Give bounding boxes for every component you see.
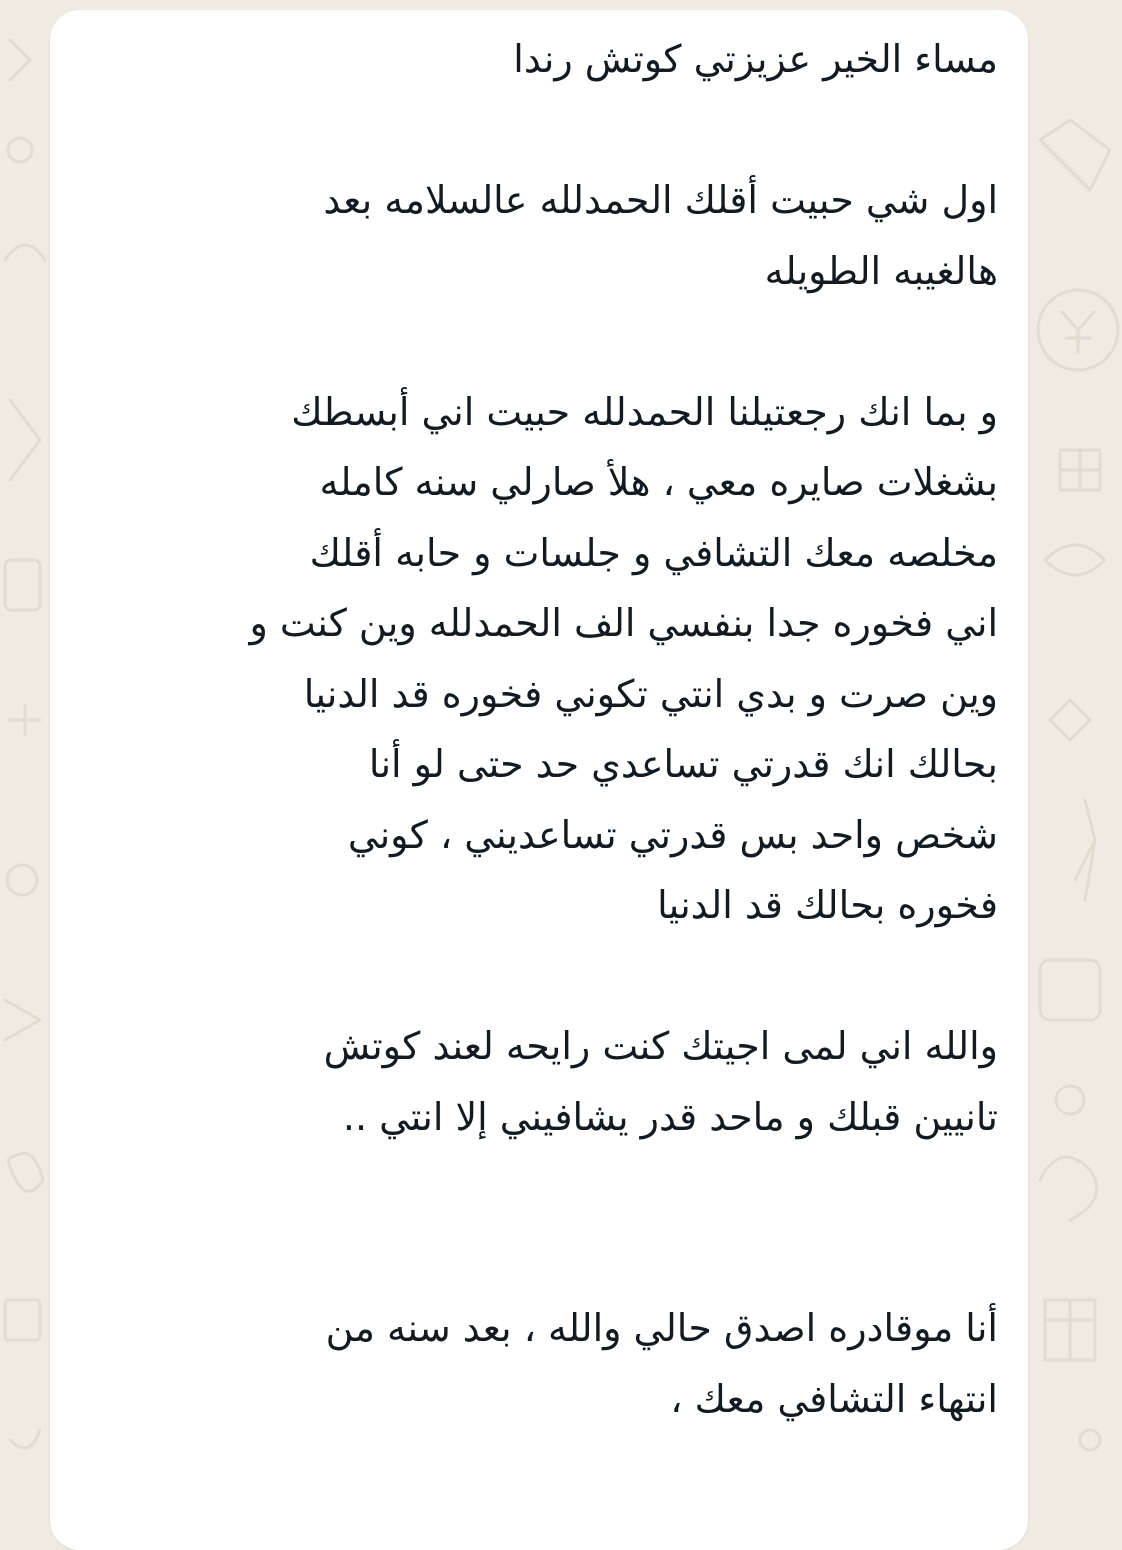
message-line: شخص واحد بس قدرتي تساعديني ، كوني <box>347 812 998 857</box>
message-line: فخوره بحالك قد الدنيا <box>657 883 998 927</box>
message-line: تانيين قبلك و ماحد قدر يشافيني إلا انتي .. <box>342 1094 998 1139</box>
message-text <box>78 24 998 1434</box>
message-line: وين صرت و بدي انتي تكوني فخوره قد الدنيا <box>303 671 998 716</box>
message-line: اني فخوره جدا بنفسي الف الحمدلله وين كنت و <box>249 601 998 645</box>
message-line: والله اني لمى اجيتك كنت رايحه لعند كوتش <box>323 1024 998 1068</box>
message-line: اول شي حبيت أقلك الحمدلله عالسلامه بعد <box>323 178 998 222</box>
message-line: هالغيبه الطويله <box>764 248 998 293</box>
message-line: و بما انك رجعتيلنا الحمدلله حبيت اني أبسطك <box>291 389 998 434</box>
message-line: بشغلات صايره معي ، هلأ صارلي سنه كامله <box>319 460 998 504</box>
message-line: مخلصه معك التشافي و جلسات و حابه أقلك <box>309 530 998 575</box>
message-line: أنا موقادره اصدق حالي والله ، بعد سنه من <box>325 1306 998 1350</box>
message-blank-line <box>78 1223 998 1294</box>
message-blank-line <box>78 306 998 377</box>
message-line: بحالك انك قدرتي تساعدي حد حتى لو أنا <box>368 742 998 786</box>
message-line: مساء الخير عزيزتي كوتش رندا <box>513 37 998 81</box>
message-blank-line <box>78 95 998 166</box>
message-blank-line <box>78 1152 998 1223</box>
message-line: انتهاء التشافي معك ، <box>670 1376 998 1421</box>
message-blank-line <box>78 941 998 1012</box>
